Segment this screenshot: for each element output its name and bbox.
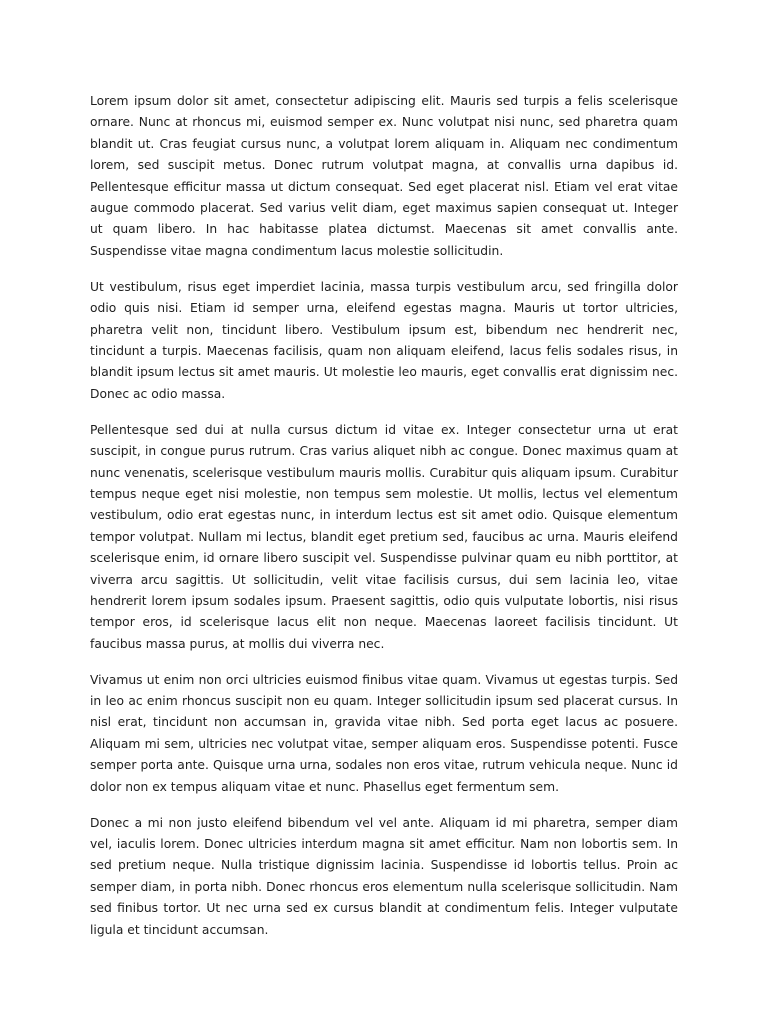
paragraph-1: Lorem ipsum dolor sit amet, consectetur adipiscing elit. Mauris sed turpis a felis scelerisque ornare. Nunc at rhoncus mi, euismod semper ex. Nunc volutpat nisi nunc, sed pharetra quam blandit ut. Cras feugiat cursus nunc, a volutpat lorem aliquam in. Aliquam nec condimentum lorem, sed suscipit metus. Donec rutrum volutpat magna, at convallis urna dapibus id. Pellentesque efficitur massa ut dictum consequat. Sed eget placerat nisl. Etiam vel erat vitae augue commodo placerat. Sed varius velit diam, eget maximus sapien consequat ut. Integer ut quam libero. In hac habitasse platea dictumst. Maecenas sit amet convallis ante. Suspendisse vitae magna condimentum lacus molestie sollicitudin. [90,94,678,258]
document-page [90,91,678,956]
paragraph-5: Donec a mi non justo eleifend bibendum vel vel ante. Aliquam id mi pharetra, semper diam vel, iaculis lorem. Donec ultricies interdum magna sit amet efficitur. Nam non lobortis sem. In sed pretium neque. Nulla tristique dignissim lacinia. Suspendisse id lobortis tellus. Proin ac semper diam, in porta nibh. Donec rhoncus eros elementum nulla scelerisque sollicitudin. Nam sed finibus tortor. Ut nec urna sed ex cursus blandit at condimentum felis. Integer vulputate ligula et tincidunt accumsan. [90,815,678,937]
paragraph-2: Ut vestibulum, risus eget imperdiet lacinia, massa turpis vestibulum arcu, sed fringilla dolor odio quis nisi. Etiam id semper urna, eleifend egestas magna. Mauris ut tortor ultricies, pharetra velit non, tincidunt libero. Vestibulum ipsum est, bibendum nec hendrerit nec, tincidunt a turpis. Maecenas facilisis, quam non aliquam eleifend, lacus felis sodales risus, in blandit ipsum lectus sit amet mauris. Ut molestie leo mauris, eget convallis erat dignissim nec. Donec ac odio massa. [90,279,678,401]
paragraph-4: Vivamus ut enim non orci ultricies euismod finibus vitae quam. Vivamus ut egestas turpis. Sed in leo ac enim rhoncus suscipit non eu quam. Integer sollicitudin ipsum sed placerat cursus. In nisl erat, tincidunt non accumsan in, gravida vitae nibh. Sed porta eget lacus ac posuere. Aliquam mi sem, ultricies nec volutpat vitae, semper aliquam eros. Suspendisse potenti. Fusce semper porta ante. Quisque urna urna, sodales non eros vitae, rutrum vehicula neque. Nunc id dolor non ex tempus aliquam vitae et nunc. Phasellus eget fermentum sem. [90,672,678,794]
paragraph-3: Pellentesque sed dui at nulla cursus dictum id vitae ex. Integer consectetur urna ut erat suscipit, in congue purus rutrum. Cras varius aliquet nibh ac congue. Donec maximus quam at nunc venenatis, scelerisque vestibulum mauris mollis. Curabitur quis aliquam ipsum. Curabitur tempus neque eget nisi molestie, non tempus sem molestie. Ut mollis, lectus vel elementum vestibulum, odio erat egestas nunc, in interdum lectus est sit amet odio. Quisque elementum tempor volutpat. Nullam mi lectus, blandit eget pretium sed, faucibus ac urna. Mauris eleifend scelerisque enim, id ornare libero suscipit vel. Suspendisse pulvinar quam eu nibh porttitor, at viverra arcu sagittis. Ut sollicitudin, velit vitae facilisis cursus, dui sem lacinia leo, vitae hendrerit lorem ipsum sodales ipsum. Praesent sagittis, odio quis vulputate lobortis, nisi risus tempor eros, id scelerisque lacus elit non neque. Maecenas laoreet facilisis tincidunt. Ut faucibus massa purus, at mollis dui viverra nec. [90,422,678,651]
